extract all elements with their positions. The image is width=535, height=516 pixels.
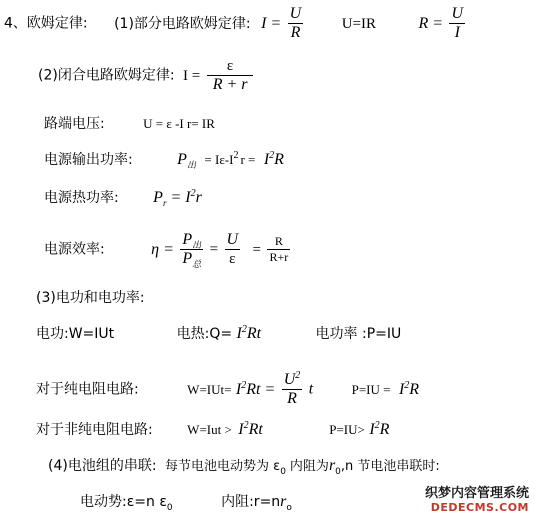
pure-work-i2rt: $I^2Rt$ = xyxy=(235,379,276,398)
pure-resistance-label: 对于纯电阻电路: xyxy=(36,381,139,398)
watermark-logo: 织梦内容管理系统 DEDECMS.COM xyxy=(424,486,529,514)
pure-work-t: t xyxy=(308,380,314,398)
nonpure-resistance-line xyxy=(36,422,389,438)
terminal-voltage-formula: U = ε -I r= IR xyxy=(143,116,215,131)
electric-work-formula: 电功:W=IUt xyxy=(36,326,115,342)
output-power-label: 电源输出功率: xyxy=(44,152,133,168)
pure-power-lhs: P=IU = xyxy=(351,381,391,397)
nonpure-work-i2rt: $I^2Rt$ xyxy=(238,420,263,438)
pure-power-i2r: $I^2R$ xyxy=(398,379,420,398)
terminal-voltage-line xyxy=(44,116,215,132)
resistance-fraction: $\frac{U}{I}$ xyxy=(451,5,464,41)
closed-circuit-label: (2)闭合电路欧姆定律: xyxy=(38,67,175,84)
battery-series-line xyxy=(48,458,440,475)
electric-heat-label: 电热:Q= xyxy=(176,326,233,342)
nonpure-work-lhs: W=Iut > xyxy=(187,422,232,437)
emf-formula: 电动势:ε=n $\varepsilon_0$ xyxy=(80,494,173,513)
partial-circuit-label: (1)部分电路欧姆定律: xyxy=(114,15,251,32)
pure-resistance-line xyxy=(36,372,419,407)
output-power-expr: = $I\varepsilon-I^2$ r = xyxy=(204,150,256,167)
output-power-line xyxy=(44,150,284,171)
battery-series-desc: 每节电池电动势为 $\varepsilon_0$ 内阻为$r_0,n$ 节电池串联时: xyxy=(165,457,440,477)
heat-power-formula: $P_r = I^2r$ xyxy=(153,188,202,208)
pure-work-lhs: W=IUt= xyxy=(187,381,232,397)
nonpure-power-i2r: $I^2R$ xyxy=(369,420,390,438)
item3-line xyxy=(36,290,145,306)
closed-circuit-fraction: $\frac{\varepsilon}{R + r}$ xyxy=(207,58,254,93)
ohm-law-heading xyxy=(4,6,467,41)
efficiency-equals-1: = xyxy=(209,241,219,258)
heat-power-line xyxy=(44,190,202,206)
electric-power-formula: 电功率 :P=IU xyxy=(315,326,402,342)
efficiency-fraction-1: $\frac{P_出}{P_总}$ xyxy=(182,231,202,270)
closed-circuit-lhs: I = xyxy=(183,67,201,84)
emf-line xyxy=(80,493,292,513)
pure-work-fraction: $\frac{U^2}{R}$ xyxy=(283,370,301,407)
battery-series-label: (4)电池组的串联: xyxy=(48,458,157,474)
work-line xyxy=(36,326,401,342)
partial-ohm-fraction: $\frac{U}{R}$ xyxy=(289,5,302,41)
inner-resistance-formula: 内阻$:r=nr_o$ xyxy=(221,493,292,513)
electric-heat-formula: $I^2Rt$ xyxy=(236,324,262,342)
efficiency-label: 电源效率: xyxy=(44,241,105,258)
heat-power-label: 电源热功率: xyxy=(44,190,119,206)
partial-ohm-lhs: I = xyxy=(261,14,282,32)
efficiency-fraction-3: $\frac{R}{R+r}$ xyxy=(269,234,289,264)
output-power-i2r: $I^2R$ xyxy=(263,150,284,168)
efficiency-fraction-2: $\frac{U}{\varepsilon}$ xyxy=(226,231,239,267)
nonpure-resistance-label: 对于非纯电阻电路: xyxy=(36,422,153,438)
efficiency-eta: η = xyxy=(151,240,174,258)
voltage-formula: U=IR xyxy=(341,15,376,32)
section-title: 4、欧姆定律: xyxy=(4,15,88,32)
efficiency-line xyxy=(44,231,292,270)
output-power-p: $P_出$ xyxy=(177,151,196,171)
closed-circuit-line xyxy=(38,58,255,93)
electric-work-heading: (3)电功和电功率: xyxy=(36,290,145,306)
efficiency-equals-2: = xyxy=(252,241,262,258)
resistance-lhs: R = xyxy=(418,14,444,32)
nonpure-power-lhs: P=IU> xyxy=(329,422,365,437)
terminal-voltage-label: 路端电压: xyxy=(44,116,105,132)
